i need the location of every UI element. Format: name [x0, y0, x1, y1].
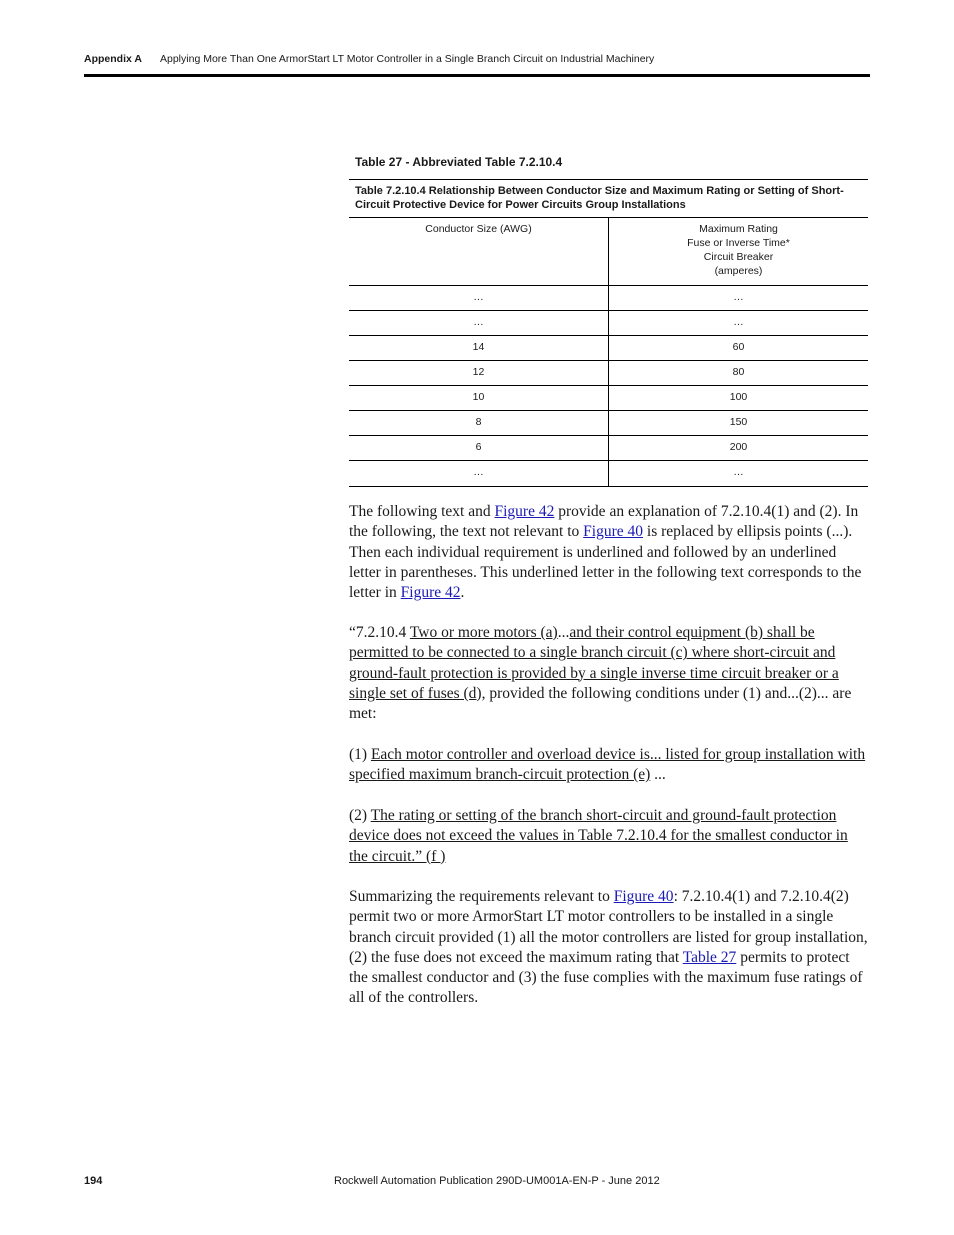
- figure-40-link[interactable]: Figure 40: [613, 888, 674, 905]
- max-rating-cell: …: [608, 311, 868, 335]
- condition-1-paragraph: (1) Each motor controller and overload device is... listed for group installation with specified maximum branch-circuit protection (e) ...: [349, 746, 866, 784]
- summary-paragraph: Summarizing the requirements relevant to Figure 40: 7.2.10.4(1) and 7.2.10.4(2) permit two or more ArmorStart LT motor controllers to be installed in a single branch circuit provided (1) all the motor controllers are listed for group installation, (2) the fuse does not exceed the maximum rating that Table 27 permits to protect the smallest conductor and (3) the fuse complies with the maximum fuse ratings of all of the controllers.: [349, 888, 868, 1007]
- table-row: [349, 311, 868, 336]
- conductor-size-cell: 12: [472, 366, 485, 378]
- figure-42-link[interactable]: Figure 42: [494, 503, 555, 520]
- table-row: [349, 461, 868, 487]
- conductor-size-cell: …: [473, 466, 484, 478]
- table-row: [349, 286, 868, 311]
- table-row: [349, 436, 868, 461]
- publication-info: Rockwell Automation Publication 290D-UM001A-EN-P - June 2012: [334, 1175, 660, 1187]
- col-header-line: Maximum Rating: [699, 223, 778, 235]
- col-header-line: Fuse or Inverse Time*: [687, 237, 790, 249]
- conductor-size-cell: …: [473, 316, 484, 328]
- table-body: [349, 286, 868, 487]
- table-row: [349, 336, 868, 361]
- max-rating-cell: …: [608, 461, 868, 486]
- col-header-line: Circuit Breaker: [703, 251, 774, 263]
- appendix-label: Appendix A: [84, 53, 142, 65]
- code-quote-paragraph: “7.2.10.4 Two or more motors (a)...and their control equipment (b) shall be permitted to be connected to a single branch circuit (c) where short-circuit and ground-fault protection is provided by a single inverse time circuit breaker or a single set of fuses (d), provided the following conditions under (1) and...(2)... are met:: [349, 624, 852, 723]
- figure-42-link[interactable]: Figure 42: [400, 584, 461, 602]
- requirement-a: Two or more motors (a): [409, 624, 558, 641]
- conductor-size-cell: 14: [472, 341, 485, 353]
- table-title: Table 7.2.10.4 Relationship Between Conductor Size and Maximum Rating or Setting of Short-Circuit Protective Device for Power Circuits Group Installations: [349, 180, 868, 218]
- conductor-size-cell: 8: [475, 416, 482, 428]
- max-rating-cell: 100: [608, 386, 868, 410]
- max-rating-cell: 80: [608, 361, 868, 385]
- max-rating-cell: 200: [608, 436, 868, 460]
- table-27-link[interactable]: Table 27: [682, 948, 737, 966]
- max-rating-cell: 150: [608, 411, 868, 435]
- conductor-rating-table: [349, 179, 868, 487]
- condition-2-paragraph: (2) The rating or setting of the branch short-circuit and ground-fault protection device does not exceed the values in Table 7.2.10.4 for the smallest conductor in the circuit.” (f ): [349, 807, 848, 865]
- header-rule: [84, 74, 870, 77]
- requirement-f: The rating or setting of the branch short-circuit and ground-fault protection device does not exceed the values in Table 7.2.10.4 for the smallest conductor in the circuit.” (f ): [349, 807, 848, 865]
- figure-40-link[interactable]: Figure 40: [583, 523, 644, 541]
- max-rating-cell: …: [608, 286, 868, 310]
- table-header-row: [349, 218, 868, 286]
- max-rating-cell: 60: [608, 336, 868, 360]
- conductor-size-cell: …: [473, 291, 484, 303]
- table-caption: Table 27 - Abbreviated Table 7.2.10.4: [355, 155, 563, 169]
- table-row: [349, 386, 868, 411]
- conductor-size-cell: 6: [475, 441, 482, 453]
- col-header-conductor-size: Conductor Size (AWG): [425, 223, 532, 235]
- col-header-line: (amperes): [714, 265, 763, 277]
- header-title: Applying More Than One ArmorStart LT Motor Controller in a Single Branch Circuit on Industrial Machinery: [160, 53, 655, 65]
- requirement-b-d: and their control equipment (b) shall be permitted to be connected to a single branch circuit (c) where short-circuit and ground-fault protection is provided by a single inverse time circuit breaker or a single set of fuses (d),: [349, 624, 839, 702]
- col-header-maximum-rating: [608, 218, 868, 285]
- table-row: [349, 411, 868, 436]
- page-header: [84, 53, 870, 69]
- table-row: [349, 361, 868, 386]
- explanation-paragraph: The following text and Figure 42 provide an explanation of 7.2.10.4(1) and (2). In the following, the text not relevant to Figure 40 is replaced by ellipsis points (...). Then each individual requirement is underlined and followed by an underlined letter in parentheses. This underlined letter in the following text corresponds to the letter in Figure 42.: [349, 503, 862, 602]
- conductor-size-cell: 10: [472, 391, 485, 403]
- requirement-e: Each motor controller and overload device is... listed for group installation with specified maximum branch-circuit protection (e): [349, 746, 866, 784]
- page-number: 194: [84, 1175, 103, 1187]
